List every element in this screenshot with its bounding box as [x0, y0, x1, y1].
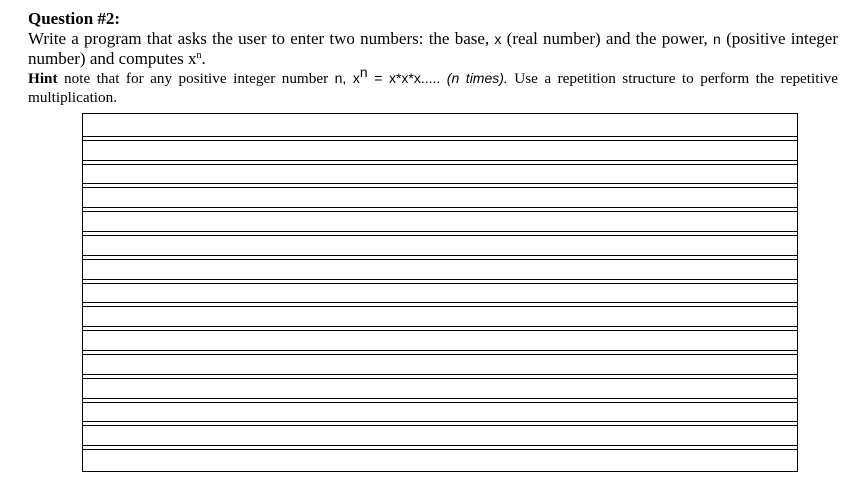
hint-formula-note: (n times). — [446, 70, 508, 86]
question-text-part2: (real number) and the power, — [506, 29, 708, 48]
answer-line — [83, 231, 797, 232]
answer-lines-box[interactable] — [82, 113, 798, 472]
answer-line — [83, 398, 797, 399]
variable-x: x — [494, 31, 502, 47]
hint-formula-lhs: n, x — [334, 70, 360, 86]
question-text-part1: Write a program that asks the user to enter two numbers: the base, — [28, 29, 490, 48]
question-text-end: . — [201, 49, 206, 68]
answer-line — [83, 136, 797, 137]
answer-line — [83, 207, 797, 208]
question-block — [28, 8, 838, 107]
answer-line — [83, 255, 797, 256]
answer-line — [83, 302, 797, 303]
answer-line — [83, 374, 797, 375]
answer-line — [83, 160, 797, 161]
answer-line — [83, 350, 797, 351]
answer-line — [83, 326, 797, 327]
answer-line — [83, 445, 797, 446]
answer-line — [83, 421, 797, 422]
power-superscript: n — [196, 50, 202, 61]
question-title: Question #2: — [28, 9, 121, 28]
question-text-part3: (positive integer number) and computes x — [28, 29, 838, 68]
hint-label: Hint — [28, 70, 58, 87]
hint-text-part2: Use a repetition structure to perform the repetitive multiplication. — [28, 70, 839, 106]
hint-formula-rhs: = x*x*x..... — [374, 70, 441, 86]
answer-line — [83, 279, 797, 280]
variable-n: n — [713, 31, 721, 47]
hint-text-part1: note that for any positive integer number — [64, 70, 329, 87]
answer-line — [83, 183, 797, 184]
hint-formula-superscript: n — [359, 64, 368, 80]
question-text — [28, 29, 838, 69]
hint-text — [28, 64, 839, 107]
